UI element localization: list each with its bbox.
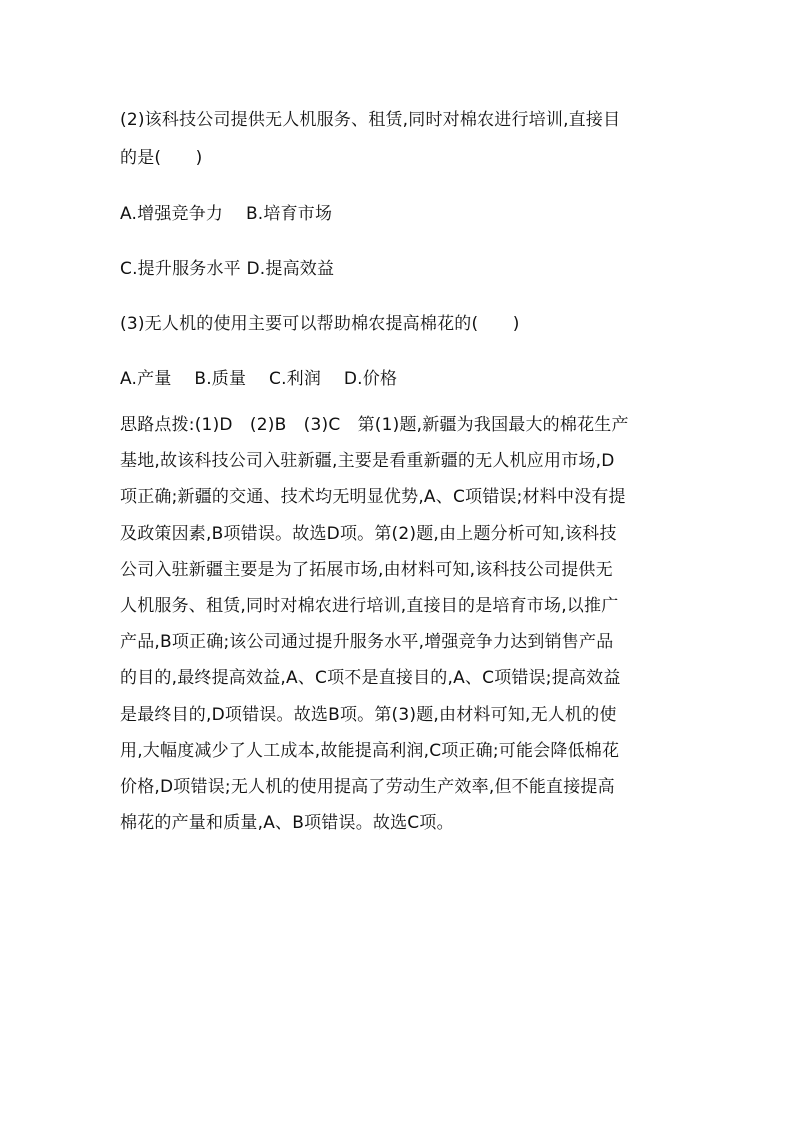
- question-3-options: A.产量 B.质量 C.利润 D.价格: [120, 369, 398, 389]
- analysis-line: 公司入驻新疆主要是为了拓展市场,由材料可知,该科技公司提供无: [120, 559, 613, 580]
- question-2-stem-line-1: (2)该科技公司提供无人机服务、租赁,同时对棉农进行培训,直接目: [120, 110, 621, 130]
- analysis-block: [120, 413, 680, 847]
- analysis-line: 基地,故该科技公司入驻新疆,主要是看重新疆的无人机应用市场,D: [120, 451, 615, 472]
- analysis-line: 用,大幅度减少了人工成本,故能提高利润,C项正确;可能会降低棉花: [120, 740, 620, 761]
- question-2-options-line-2: C.提升服务水平 D.提高效益: [120, 259, 335, 279]
- question-2-options-line-1: A.增强竞争力 B.培育市场: [120, 204, 333, 224]
- analysis-line: 棉花的产量和质量,A、B项错误。故选C项。: [120, 813, 454, 834]
- analysis-line: 人机服务、租赁,同时对棉农进行培训,直接目的是培育市场,以推广: [120, 595, 619, 616]
- analysis-line: 项正确;新疆的交通、技术均无明显优势,A、C项错误;材料中没有提: [120, 487, 626, 508]
- analysis-line: 价格,D项错误;无人机的使用提高了劳动生产效率,但不能直接提高: [120, 776, 615, 797]
- analysis-line: 产品,B项正确;该公司通过提升服务水平,增强竞争力达到销售产品: [120, 632, 614, 653]
- question-3-stem: (3)无人机的使用主要可以帮助棉农提高棉花的( ): [120, 314, 520, 334]
- analysis-line: 及政策因素,B项错误。故选D项。第(2)题,由上题分析可知,该科技: [120, 523, 617, 544]
- question-2-stem-line-2: 的是( ): [120, 148, 203, 168]
- analysis-line: 思路点拨:(1)D (2)B (3)C 第(1)题,新疆为我国最大的棉花生产: [120, 415, 629, 435]
- analysis-line: 的目的,最终提高效益,A、C项不是直接目的,A、C项错误;提高效益: [120, 668, 621, 689]
- analysis-line: 是最终目的,D项错误。故选B项。第(3)题,由材料可知,无人机的使: [120, 704, 617, 725]
